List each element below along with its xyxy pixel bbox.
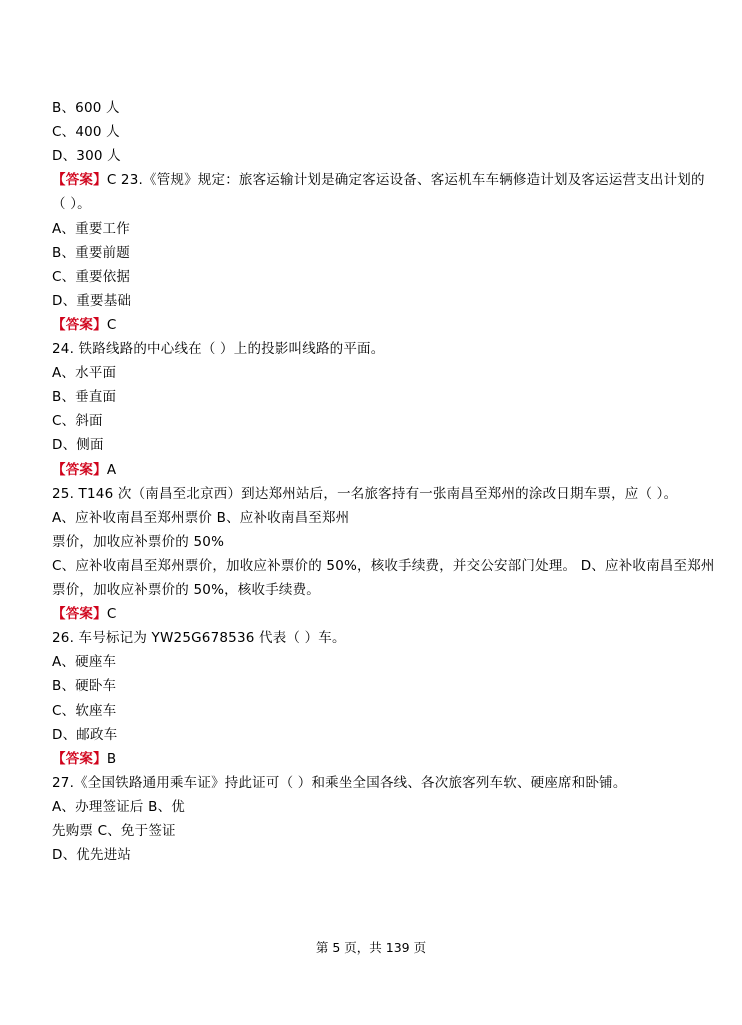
line-text: D、邮政车: [52, 726, 118, 743]
answer-line: [52, 316, 116, 334]
line-text: 票价，加收应补票价的 50%，核收手续费。: [52, 582, 320, 598]
text-line: [52, 629, 346, 647]
text-line: [52, 846, 131, 864]
line-text: 27.《全国铁路通用乘车证》持此证可（ ）和乘坐全国各线、各次旅客列车软、硬座席和卧铺。: [52, 774, 627, 791]
text-line: [52, 557, 715, 575]
text-line: [52, 412, 103, 430]
text-line: [52, 726, 117, 744]
line-text: A、重要工作: [52, 220, 130, 237]
line-text: C、斜面: [52, 413, 103, 430]
text-line: [52, 702, 116, 720]
text-line: [52, 364, 116, 382]
text-line: [52, 292, 131, 310]
answer-line: [52, 171, 705, 189]
line-text: 26. 车号标记为 YW25G678536 代表（ ）车。: [52, 630, 346, 647]
text-line: [52, 244, 130, 262]
line-text: C: [106, 316, 117, 333]
text-line: [52, 509, 349, 527]
text-line: [52, 195, 91, 213]
line-text: C、软座车: [52, 702, 117, 719]
line-text: A: [106, 461, 117, 478]
answer-tag: 【答案】: [52, 606, 107, 623]
line-text: 先购票 C、免于签证: [52, 823, 176, 839]
answer-tag: 【答案】: [52, 750, 107, 767]
answer-line: [52, 461, 116, 479]
line-text: C、400 人: [52, 124, 120, 141]
line-text: D、重要基础: [52, 292, 132, 309]
line-text: C、重要依据: [52, 268, 131, 285]
text-line: [52, 798, 185, 816]
text-line: [52, 147, 121, 165]
text-line: [52, 533, 224, 551]
line-text: B、硬卧车: [52, 678, 117, 695]
text-line: [52, 822, 176, 840]
line-text: 24. 铁路线路的中心线在（ ）上的投影叫线路的平面。: [52, 341, 385, 357]
text-line: [52, 220, 130, 238]
line-text: 25. T146 次（南昌至北京西）到达郑州站后，一名旅客持有一张南昌至郑州的涂改日期车票，应（ ）。: [52, 485, 678, 502]
line-text: B、重要前题: [52, 244, 130, 261]
line-text: A、应补收南昌至郑州票价 B、应补收南昌至郑州: [52, 509, 350, 526]
answer-line: [52, 605, 116, 623]
text-line: [52, 268, 130, 286]
page-footer: 第 5 页，共 139 页: [315, 940, 427, 955]
line-text: A、水平面: [52, 365, 117, 382]
text-line: [52, 123, 120, 141]
line-text: （ ）。: [52, 196, 91, 213]
answer-line: [52, 750, 116, 768]
text-line: [52, 388, 116, 406]
line-text: D、优先进站: [52, 847, 132, 864]
text-line: [52, 99, 120, 117]
answer-tag: 【答案】: [52, 172, 107, 189]
line-text: C、应补收南昌至郑州票价，加收应补票价的 50%，核收手续费，并交公安部门处理。 D、应补收南昌至郑州: [52, 557, 715, 574]
line-text: D、侧面: [52, 437, 104, 454]
line-text: D、300 人: [52, 148, 121, 165]
text-line: [52, 340, 384, 358]
line-text: A、办理签证后 B、优: [52, 798, 185, 815]
text-line: [52, 653, 116, 671]
line-text: B、垂直面: [52, 389, 117, 406]
text-line: [52, 436, 104, 454]
text-line: [52, 485, 677, 503]
line-text: C 23.《管规》规定：旅客运输计划是确定客运设备、客运机车车辆修造计划及客运运营支出计划的: [106, 172, 705, 189]
line-text: A、硬座车: [52, 654, 117, 671]
answer-tag: 【答案】: [52, 316, 107, 333]
text-line: [52, 677, 116, 695]
line-text: B: [106, 750, 117, 767]
text-line: [52, 581, 320, 599]
line-text: 票价，加收应补票价的 50%: [52, 533, 225, 550]
line-text: B、600 人: [52, 100, 120, 116]
line-text: C: [106, 606, 117, 623]
text-line: [52, 774, 627, 792]
answer-tag: 【答案】: [52, 461, 107, 478]
